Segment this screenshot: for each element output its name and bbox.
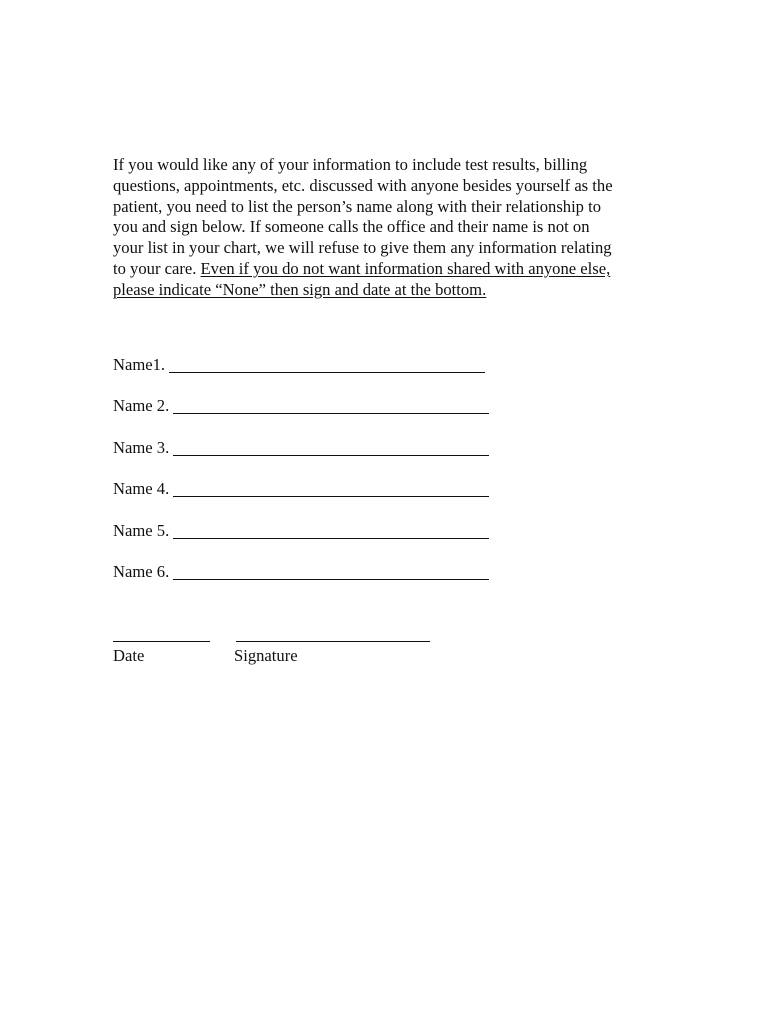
name-label: Name 4. (113, 479, 170, 498)
signature-field[interactable] (236, 641, 430, 642)
name-5-field[interactable] (173, 522, 489, 539)
name-6-field[interactable] (173, 563, 489, 580)
instructions-line: questions, appointments, etc. discussed with anyone besides yourself as the (113, 175, 613, 195)
instructions-emphasis: Even if you do not want information shared with anyone else, (200, 258, 611, 278)
name-label: Name 2. (113, 396, 170, 415)
instructions-line: you and sign below. If someone calls the office and their name is not on (113, 217, 590, 237)
instructions-line: your list in your chart, we will refuse to give them any information relating (113, 238, 612, 258)
name-2-field[interactable] (173, 397, 489, 414)
name-label: Name 3. (113, 438, 170, 457)
instructions-line: patient, you need to list the person’s name along with their relationship to (113, 196, 602, 216)
instructions-line: If you would like any of your information to include test results, billing (113, 155, 588, 174)
name-row-5 (113, 520, 489, 542)
name-row-2 (113, 395, 489, 417)
name-row-1 (113, 354, 485, 376)
name-label: Name1. (113, 355, 166, 374)
instructions-emphasis: please indicate “None” then sign and date at the bottom. (113, 279, 487, 299)
name-label: Name 6. (113, 562, 170, 581)
name-row-6 (113, 561, 489, 583)
name-label: Name 5. (113, 521, 170, 540)
date-label: Date (113, 646, 145, 665)
signature-label: Signature (234, 646, 298, 665)
name-3-field[interactable] (173, 439, 489, 456)
name-4-field[interactable] (173, 480, 489, 497)
name-row-4 (113, 478, 489, 500)
name-row-3 (113, 437, 489, 459)
date-field[interactable] (113, 641, 210, 642)
instructions-line (113, 259, 653, 280)
name-1-field[interactable] (169, 356, 485, 373)
instructions-paragraph (113, 155, 653, 301)
instructions-text: to your care. (113, 258, 201, 278)
